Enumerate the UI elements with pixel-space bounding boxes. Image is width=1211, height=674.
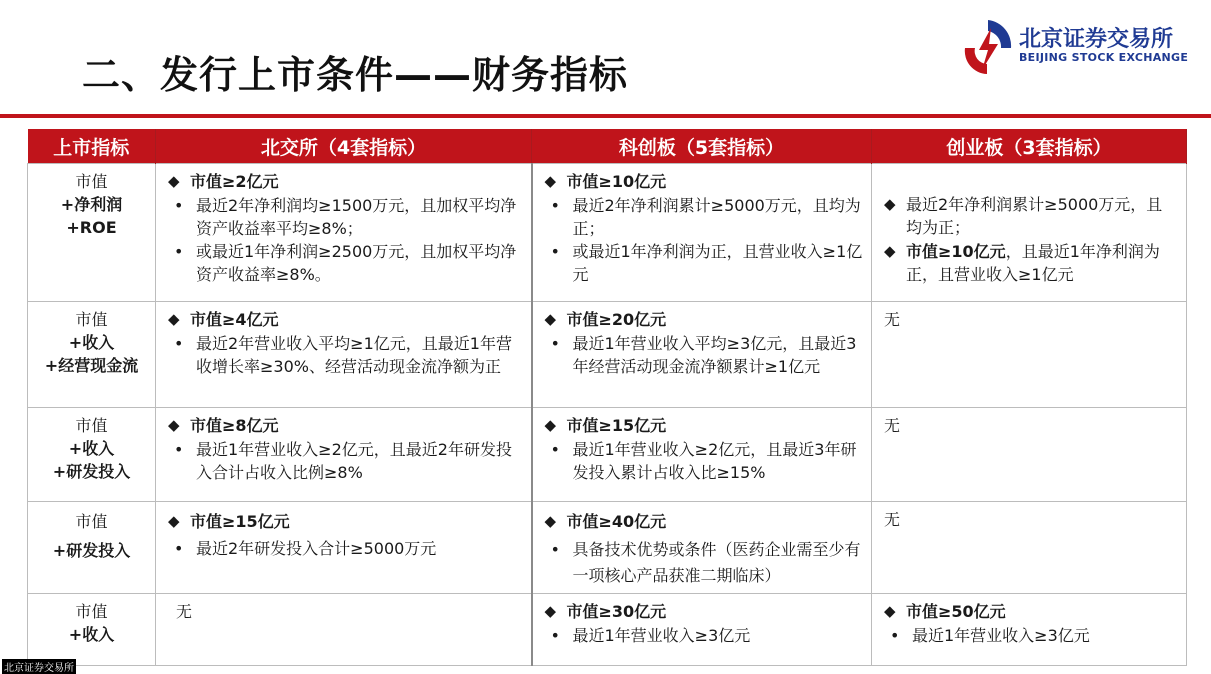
- header-listing-indicator: 上市指标: [28, 129, 156, 164]
- chinext-cell: [872, 502, 1187, 594]
- logo-english-name: BEIJING STOCK EXCHANGE: [1019, 51, 1189, 64]
- dot-bullet-icon: • 最近1年营业收入≥2亿元，且最近2年研发投入合计占收入比例≥8%: [168, 438, 523, 484]
- star-cell: [532, 502, 872, 594]
- dot-bullet-icon: • 最近2年净利润均≥1500万元，且加权平均净资产收益率平均≥8%；: [168, 194, 523, 240]
- diamond-bullet-icon: ◆ 市值≥8亿元: [168, 414, 523, 437]
- diamond-bullet-icon: ◆ 市值≥50亿元: [884, 600, 1178, 623]
- diamond-bullet-icon: ◆ 市值≥15亿元: [545, 414, 864, 437]
- diamond-bullet-icon: ◆ 市值≥40亿元: [545, 510, 864, 533]
- diamond-bullet-icon: ◆ 市值≥10亿元: [545, 170, 864, 193]
- footer-watermark: 北京证券交易所: [2, 659, 76, 674]
- row-label: 市值 +研发投入: [28, 502, 156, 594]
- none-text: 无: [176, 602, 193, 621]
- dot-bullet-icon: • 最近2年净利润累计≥5000万元，且均为正；: [545, 194, 864, 240]
- bse-cell: [156, 302, 532, 408]
- dot-bullet-icon: • 或最近1年净利润为正，且营业收入≥1亿元: [545, 240, 864, 286]
- row-label: 市值 +净利润 +ROE: [28, 164, 156, 302]
- dot-bullet-icon: • 最近1年营业收入≥3亿元: [884, 624, 1178, 647]
- dot-bullet-icon: • 最近1年营业收入≥3亿元: [545, 624, 864, 647]
- title-divider: [0, 114, 1211, 118]
- table-row: [28, 408, 1187, 502]
- row-label: 市值 +收入 +研发投入: [28, 408, 156, 502]
- dot-bullet-icon: • 或最近1年净利润≥2500万元，且加权平均净资产收益率≥8%。: [168, 240, 523, 286]
- table-header-row: [28, 129, 1187, 164]
- star-cell: [532, 164, 872, 302]
- star-cell: [532, 408, 872, 502]
- diamond-bullet-icon: ◆ 市值≥20亿元: [545, 308, 864, 331]
- chinext-cell: [872, 594, 1187, 666]
- bse-cell: [156, 594, 532, 666]
- star-cell: [532, 594, 872, 666]
- lightning-logo-icon: [963, 18, 1013, 76]
- table-row: [28, 502, 1187, 594]
- logo-chinese-name: 北京证券交易所: [1019, 27, 1174, 52]
- dot-bullet-icon: • 最近1年营业收入≥2亿元，且最近3年研发投入累计占收入比≥15%: [545, 438, 864, 484]
- diamond-bullet-icon: ◆ 市值≥4亿元: [168, 308, 523, 331]
- diamond-bullet-icon: ◆ 市值≥10亿元，且最近1年净利润为正，且营业收入≥1亿元: [884, 240, 1178, 286]
- chinext-cell: [872, 164, 1187, 302]
- header-star-market: 科创板（5套指标）: [532, 129, 872, 164]
- table-row: [28, 164, 1187, 302]
- dot-bullet-icon: • 最近2年研发投入合计≥5000万元: [168, 537, 523, 560]
- header-chinext: 创业板（3套指标）: [872, 129, 1187, 164]
- table-row: [28, 594, 1187, 666]
- diamond-bullet-icon: ◆ 市值≥2亿元: [168, 170, 523, 193]
- row-label: 市值 +收入 +经营现金流: [28, 302, 156, 408]
- bse-cell: [156, 502, 532, 594]
- none-text: 无: [884, 416, 901, 435]
- exchange-logo: [963, 18, 1203, 76]
- dot-bullet-icon: • 具备技术优势或条件（医药企业需至少有一项核心产品获准二期临床）: [545, 537, 864, 589]
- star-cell: [532, 302, 872, 408]
- bse-cell: [156, 164, 532, 302]
- row-label: 市值 +收入: [28, 594, 156, 666]
- none-text: 无: [884, 310, 901, 329]
- financial-indicators-table: [27, 129, 1187, 666]
- table-row: [28, 302, 1187, 408]
- none-text: 无: [884, 510, 901, 529]
- dot-bullet-icon: • 最近1年营业收入平均≥3亿元，且最近3年经营活动现金流净额累计≥1亿元: [545, 332, 864, 378]
- bse-cell: [156, 408, 532, 502]
- dot-bullet-icon: • 最近2年营业收入平均≥1亿元，且最近1年营收增长率≥30%、经营活动现金流净额为正: [168, 332, 523, 378]
- chinext-cell: [872, 408, 1187, 502]
- diamond-bullet-icon: ◆ 市值≥15亿元: [168, 510, 523, 533]
- page-title: 二、发行上市条件——财务指标: [82, 53, 629, 97]
- header-bse: 北交所（4套指标）: [156, 129, 532, 164]
- diamond-bullet-icon: ◆ 最近2年净利润累计≥5000万元，且均为正；: [884, 193, 1178, 239]
- chinext-cell: [872, 302, 1187, 408]
- diamond-bullet-icon: ◆ 市值≥30亿元: [545, 600, 864, 623]
